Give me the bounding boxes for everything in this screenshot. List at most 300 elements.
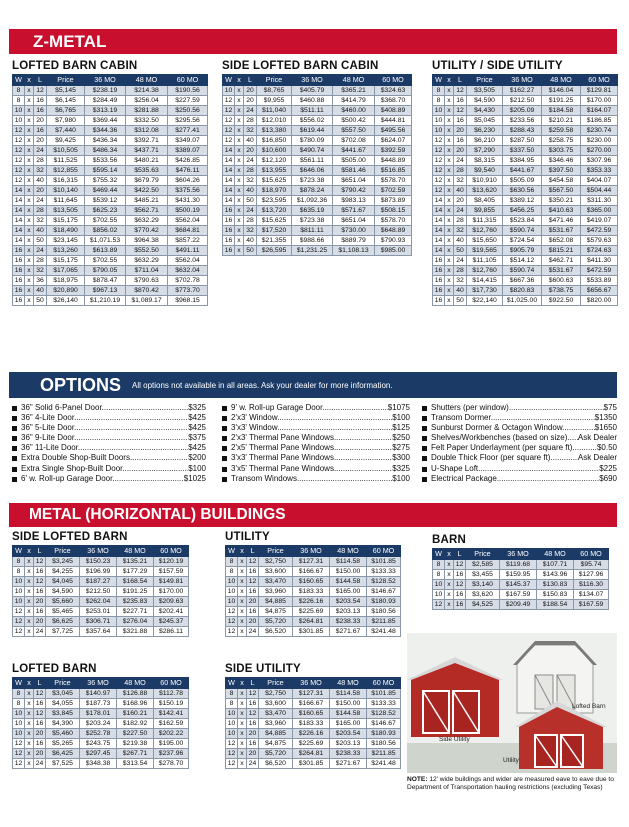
table-row	[223, 86, 412, 96]
column-header: 48 MO	[117, 678, 154, 689]
table-cell: $150.00	[330, 699, 367, 709]
table-cell: 12	[13, 126, 25, 136]
table-cell: x	[25, 206, 34, 216]
table-cell: 24	[34, 627, 46, 637]
table-cell: $146.04	[542, 86, 581, 96]
table-cell: $165.00	[330, 719, 367, 729]
table-row	[13, 719, 189, 729]
table-cell: x	[25, 236, 34, 246]
table-cell: $145.37	[500, 580, 537, 590]
table-cell: x	[235, 226, 244, 236]
table-cell: $166.67	[293, 699, 330, 709]
table-cell: $184.58	[542, 106, 581, 116]
table-cell: x	[25, 276, 34, 286]
table-cell: $533.56	[85, 156, 126, 166]
option-price: Ask Dealer	[577, 433, 617, 443]
table-cell: $3,455	[466, 570, 500, 580]
table-cell: $119.68	[500, 560, 537, 570]
table-header-row	[13, 546, 189, 557]
table-cell: $114.58	[330, 689, 367, 699]
table-cell: $202.22	[154, 729, 189, 739]
table-cell: $4,055	[46, 699, 80, 709]
table-cell: 28	[454, 166, 467, 176]
table-cell: $878.24	[292, 186, 333, 196]
table-cell: $5,265	[46, 739, 80, 749]
column-header: 48 MO	[537, 549, 574, 560]
table-cell: x	[235, 96, 244, 106]
column-header: 60 MO	[168, 75, 208, 86]
table-cell: 12	[223, 116, 235, 126]
table-header-row	[433, 75, 618, 86]
table-row	[223, 116, 412, 126]
table-cell: 14	[433, 226, 445, 236]
table-cell: 12	[223, 106, 235, 116]
option-name: 2'x5' Thermal Pane Windows .....	[231, 443, 392, 453]
table-cell: $4,525	[466, 600, 500, 610]
table-cell: x	[238, 689, 247, 699]
table-cell: 20	[244, 86, 257, 96]
table-cell: $162.27	[503, 86, 542, 96]
table-cell: $878.47	[85, 276, 126, 286]
table-cell: 24	[454, 206, 467, 216]
table-cell: 14	[223, 186, 235, 196]
table-cell: $212.50	[503, 96, 542, 106]
table-cell: $702.55	[85, 216, 126, 226]
table-cell: 8	[226, 557, 238, 567]
table-row	[223, 186, 412, 196]
table-row	[433, 256, 618, 266]
option-name: 36" 5-Lite Door .....	[21, 423, 188, 433]
table-cell: $8,765	[257, 86, 292, 96]
table-cell: $724.54	[503, 236, 542, 246]
table-cell: $303.75	[542, 146, 581, 156]
table-cell: 24	[34, 759, 46, 769]
table-cell: $557.50	[333, 126, 375, 136]
table-cell: 10	[13, 719, 25, 729]
table-cell: x	[445, 246, 454, 256]
table-cell: $226.16	[293, 597, 330, 607]
table-cell: $202.41	[154, 607, 189, 617]
table-cell: $4,590	[467, 96, 503, 106]
table-cell: $196.99	[80, 567, 117, 577]
table-cell: $375.56	[168, 186, 208, 196]
table-cell: $346.46	[542, 156, 581, 166]
table-cell: x	[445, 136, 454, 146]
table-row	[433, 186, 618, 196]
table-cell: 28	[244, 166, 257, 176]
table-cell: 20	[34, 186, 47, 196]
table-cell: $6,520	[259, 759, 293, 769]
bullet-square-icon	[12, 456, 17, 461]
zmetal-title: Z-METAL	[33, 32, 107, 51]
table-cell: 32	[454, 176, 467, 186]
table-cell: $146.67	[367, 719, 401, 729]
table-row	[13, 577, 189, 587]
table-cell: x	[25, 256, 34, 266]
table-row	[13, 709, 189, 719]
bullet-square-icon	[12, 406, 17, 411]
table-cell: 16	[223, 236, 235, 246]
table-cell: x	[445, 226, 454, 236]
table-cell: 12	[13, 136, 25, 146]
table-cell: $160.65	[293, 709, 330, 719]
table-cell: $7,440	[47, 126, 85, 136]
option-name: 36" 9-Lite Door .....	[21, 433, 188, 443]
table-cell: $667.36	[503, 276, 542, 286]
table-cell: 28	[244, 116, 257, 126]
lofted-barn-table	[12, 677, 189, 769]
table-row	[13, 689, 189, 699]
option-item	[422, 433, 617, 443]
table-cell: 50	[34, 296, 47, 306]
table-cell: $258.75	[542, 136, 581, 146]
table-cell: $203.24	[80, 719, 117, 729]
table-cell: $297.45	[80, 749, 117, 759]
option-item	[222, 433, 410, 443]
table-cell: 14	[13, 226, 25, 236]
table-row	[433, 166, 618, 176]
table-cell: 12	[13, 156, 25, 166]
column-header: 36 MO	[80, 678, 117, 689]
table-cell: x	[445, 600, 454, 610]
option-name: Transom Dormer .....	[431, 413, 595, 423]
table-row	[13, 186, 208, 196]
bullet-square-icon	[12, 477, 17, 482]
table-cell: $397.50	[542, 166, 581, 176]
table-cell: $444.81	[375, 116, 412, 126]
table-cell: x	[25, 216, 34, 226]
option-price: $425	[188, 423, 206, 433]
table-cell: $613.89	[85, 246, 126, 256]
table-cell: $4,590	[46, 587, 80, 597]
table-cell: 16	[433, 276, 445, 286]
table-cell: x	[445, 196, 454, 206]
table-row	[13, 286, 208, 296]
table-cell: $233.56	[503, 116, 542, 126]
table-cell: $276.04	[117, 617, 154, 627]
table-cell: $10,505	[47, 146, 85, 156]
column-header: 60 MO	[574, 549, 609, 560]
table-cell: $127.31	[293, 689, 330, 699]
table-cell: $126.88	[117, 689, 154, 699]
table-cell: 16	[223, 216, 235, 226]
table-cell: 50	[454, 296, 467, 306]
table-row	[433, 206, 618, 216]
bullet-square-icon	[422, 477, 427, 482]
table-cell: $556.02	[292, 116, 333, 126]
table-cell: x	[445, 560, 454, 570]
option-name: Electrical Package .....	[431, 474, 599, 484]
side-lofted-barn-title: SIDE LOFTED BARN	[12, 531, 128, 543]
table-cell: $230.00	[581, 136, 618, 146]
table-cell: $811.11	[292, 226, 333, 236]
column-header: 36 MO	[292, 75, 333, 86]
table-cell: $561.11	[292, 156, 333, 166]
table-cell: x	[445, 166, 454, 176]
table-cell: $183.33	[293, 587, 330, 597]
table-cell: $6,520	[259, 627, 293, 637]
table-cell: x	[25, 196, 34, 206]
table-cell: $146.67	[367, 587, 401, 597]
table-cell: x	[235, 106, 244, 116]
table-header-row	[13, 678, 189, 689]
table-cell: $214.38	[126, 86, 168, 96]
table-cell: 28	[244, 216, 257, 226]
option-name: 9' w. Roll-up Garage Door .....	[231, 403, 388, 413]
table-cell: 10	[226, 719, 238, 729]
table-cell: x	[238, 587, 247, 597]
table-cell: $419.07	[581, 216, 618, 226]
table-cell: $22,140	[467, 296, 503, 306]
table-cell: $225.69	[293, 607, 330, 617]
table-cell: $191.25	[117, 587, 154, 597]
table-cell: $460.00	[333, 106, 375, 116]
table-cell: $495.56	[375, 126, 412, 136]
table-cell: $13,505	[47, 206, 85, 216]
utility-label: Utility	[503, 757, 519, 764]
table-cell: $422.50	[126, 186, 168, 196]
table-cell: $20,890	[47, 286, 85, 296]
bullet-square-icon	[222, 416, 227, 421]
column-header: x	[25, 546, 34, 557]
table-cell: 40	[34, 286, 47, 296]
option-name: Felt Paper Underlayment (per square ft) .....	[431, 443, 597, 453]
table-cell: $711.04	[126, 266, 168, 276]
column-header: L	[247, 678, 259, 689]
table-cell: x	[445, 216, 454, 226]
table-cell: $7,290	[467, 146, 503, 156]
table-cell: 14	[433, 216, 445, 226]
bullet-square-icon	[422, 416, 427, 421]
table-cell: 12	[226, 617, 238, 627]
table-cell: x	[235, 86, 244, 96]
table-cell: $619.44	[292, 126, 333, 136]
table-row	[13, 627, 189, 637]
table-cell: $187.73	[80, 699, 117, 709]
table-cell: $178.01	[80, 709, 117, 719]
table-cell: $533.89	[581, 276, 618, 286]
bullet-square-icon	[422, 446, 427, 451]
table-cell: $7,725	[46, 627, 80, 637]
table-cell: x	[235, 116, 244, 126]
option-item	[222, 413, 410, 423]
bullet-square-icon	[422, 456, 427, 461]
column-header: x	[445, 549, 454, 560]
table-row	[13, 226, 208, 236]
table-cell: x	[25, 96, 34, 106]
table-cell: $983.13	[333, 196, 375, 206]
table-row	[226, 557, 401, 567]
table-cell: $183.33	[293, 719, 330, 729]
column-header: L	[34, 546, 46, 557]
option-name: Shutters (per window) .....	[431, 403, 604, 413]
table-cell: 16	[223, 226, 235, 236]
table-cell: $724.63	[581, 246, 618, 256]
table-cell: $203.13	[330, 739, 367, 749]
table-cell: $245.37	[154, 617, 189, 627]
table-cell: 10	[433, 590, 445, 600]
table-cell: $389.07	[168, 146, 208, 156]
table-row	[226, 607, 401, 617]
table-cell: $190.56	[168, 86, 208, 96]
table-cell: 28	[454, 266, 467, 276]
table-cell: x	[25, 627, 34, 637]
table-cell: $301.85	[293, 759, 330, 769]
table-cell: $241.48	[367, 759, 401, 769]
table-cell: x	[238, 749, 247, 759]
table-cell: 16	[34, 587, 46, 597]
table-cell: $15,625	[257, 216, 292, 226]
table-cell: 12	[433, 156, 445, 166]
table-row	[226, 617, 401, 627]
table-cell: $702.08	[333, 136, 375, 146]
table-cell: 28	[34, 156, 47, 166]
table-cell: x	[25, 176, 34, 186]
table-row	[13, 617, 189, 627]
table-cell: 10	[223, 86, 235, 96]
table-cell: x	[25, 146, 34, 156]
column-header: Price	[46, 678, 80, 689]
table-cell: x	[235, 176, 244, 186]
column-header: Price	[257, 75, 292, 86]
table-cell: $15,175	[47, 216, 85, 226]
table-cell: $237.96	[154, 749, 189, 759]
table-row	[223, 196, 412, 206]
table-row	[13, 156, 208, 166]
options-title: OPTIONS	[40, 375, 122, 395]
table-cell: $454.58	[542, 176, 581, 186]
table-cell: $313.19	[85, 106, 126, 116]
table-cell: $264.81	[293, 749, 330, 759]
table-cell: x	[445, 236, 454, 246]
table-cell: $6,765	[47, 106, 85, 116]
table-row	[13, 126, 208, 136]
table-row	[13, 597, 189, 607]
table-cell: 10	[13, 577, 25, 587]
table-cell: $571.67	[333, 206, 375, 216]
option-price: $300	[392, 453, 410, 463]
table-row	[13, 587, 189, 597]
table-cell: $271.67	[330, 627, 367, 637]
table-cell: $128.52	[367, 577, 401, 587]
table-cell: $9,540	[467, 166, 503, 176]
metal-horizontal-title: METAL (HORIZONTAL) BUILDINGS	[29, 506, 286, 523]
table-cell: $511.11	[292, 106, 333, 116]
table-cell: x	[445, 106, 454, 116]
column-header: Price	[466, 549, 500, 560]
table-cell: 40	[454, 236, 467, 246]
table-cell: $365.00	[581, 206, 618, 216]
utility-side-utility-title: UTILITY / SIDE UTILITY	[432, 60, 563, 72]
table-cell: 12	[226, 759, 238, 769]
table-cell: $349.07	[168, 136, 208, 146]
table-cell: x	[25, 567, 34, 577]
bullet-square-icon	[422, 426, 427, 431]
table-cell: $256.04	[126, 96, 168, 106]
table-cell: 32	[244, 126, 257, 136]
table-cell: x	[25, 607, 34, 617]
table-cell: $180.56	[367, 607, 401, 617]
lofted-barn-title: LOFTED BARN	[12, 663, 97, 675]
table-cell: 14	[13, 236, 25, 246]
table-cell: $243.75	[80, 739, 117, 749]
table-cell: $2,585	[466, 560, 500, 570]
table-cell: 50	[244, 196, 257, 206]
table-cell: $702.59	[375, 186, 412, 196]
table-cell: $426.85	[168, 156, 208, 166]
table-cell: 16	[454, 600, 466, 610]
table-row	[433, 560, 609, 570]
note-label: NOTE:	[407, 776, 428, 783]
table-cell: $523.84	[503, 216, 542, 226]
table-cell: x	[25, 156, 34, 166]
table-cell: 12	[226, 627, 238, 637]
table-cell: x	[445, 266, 454, 276]
table-cell: $149.81	[154, 577, 189, 587]
table-cell: $368.70	[375, 96, 412, 106]
table-cell: x	[235, 166, 244, 176]
table-cell: $1,108.13	[333, 246, 375, 256]
table-cell: $5,465	[46, 607, 80, 617]
table-cell: 16	[247, 607, 259, 617]
side-lofted-barn-cabin-title: SIDE LOFTED BARN CABIN	[222, 60, 379, 72]
table-row	[223, 226, 412, 236]
table-cell: $437.71	[126, 146, 168, 156]
table-cell: $8,405	[467, 196, 503, 206]
table-cell: $252.78	[80, 729, 117, 739]
table-cell: $441.67	[503, 166, 542, 176]
table-cell: $480.21	[126, 156, 168, 166]
table-cell: $652.08	[542, 236, 581, 246]
option-item	[12, 403, 206, 413]
table-row	[433, 590, 609, 600]
table-cell: 32	[34, 216, 47, 226]
table-cell: $738.75	[542, 286, 581, 296]
table-cell: $203.54	[330, 729, 367, 739]
option-name: 3'x5' Thermal Pane Windows .....	[231, 464, 392, 474]
table-cell: 16	[34, 699, 46, 709]
table-row	[13, 739, 189, 749]
table-cell: $857.22	[168, 236, 208, 246]
table-row	[226, 587, 401, 597]
table-cell: 16	[34, 719, 46, 729]
table-cell: 12	[13, 627, 25, 637]
table-row	[13, 166, 208, 176]
table-cell: x	[235, 146, 244, 156]
table-cell: 10	[226, 729, 238, 739]
table-cell: x	[25, 86, 34, 96]
table-cell: 16	[247, 567, 259, 577]
table-cell: $112.78	[154, 689, 189, 699]
table-row	[433, 196, 618, 206]
table-cell: $11,040	[257, 106, 292, 116]
table-cell: 14	[223, 156, 235, 166]
option-price: $200	[188, 453, 206, 463]
table-cell: 16	[454, 96, 467, 106]
table-cell: $632.29	[126, 216, 168, 226]
column-header: 48 MO	[330, 546, 367, 557]
table-cell: $12,760	[467, 266, 503, 276]
table-cell: $241.48	[367, 627, 401, 637]
table-cell: $491.11	[168, 246, 208, 256]
table-cell: 16	[454, 570, 466, 580]
table-cell: $12,855	[47, 166, 85, 176]
table-cell: x	[445, 256, 454, 266]
table-cell: 24	[34, 196, 47, 206]
option-item	[222, 423, 410, 433]
column-header: 48 MO	[330, 678, 367, 689]
table-cell: $130.83	[537, 580, 574, 590]
